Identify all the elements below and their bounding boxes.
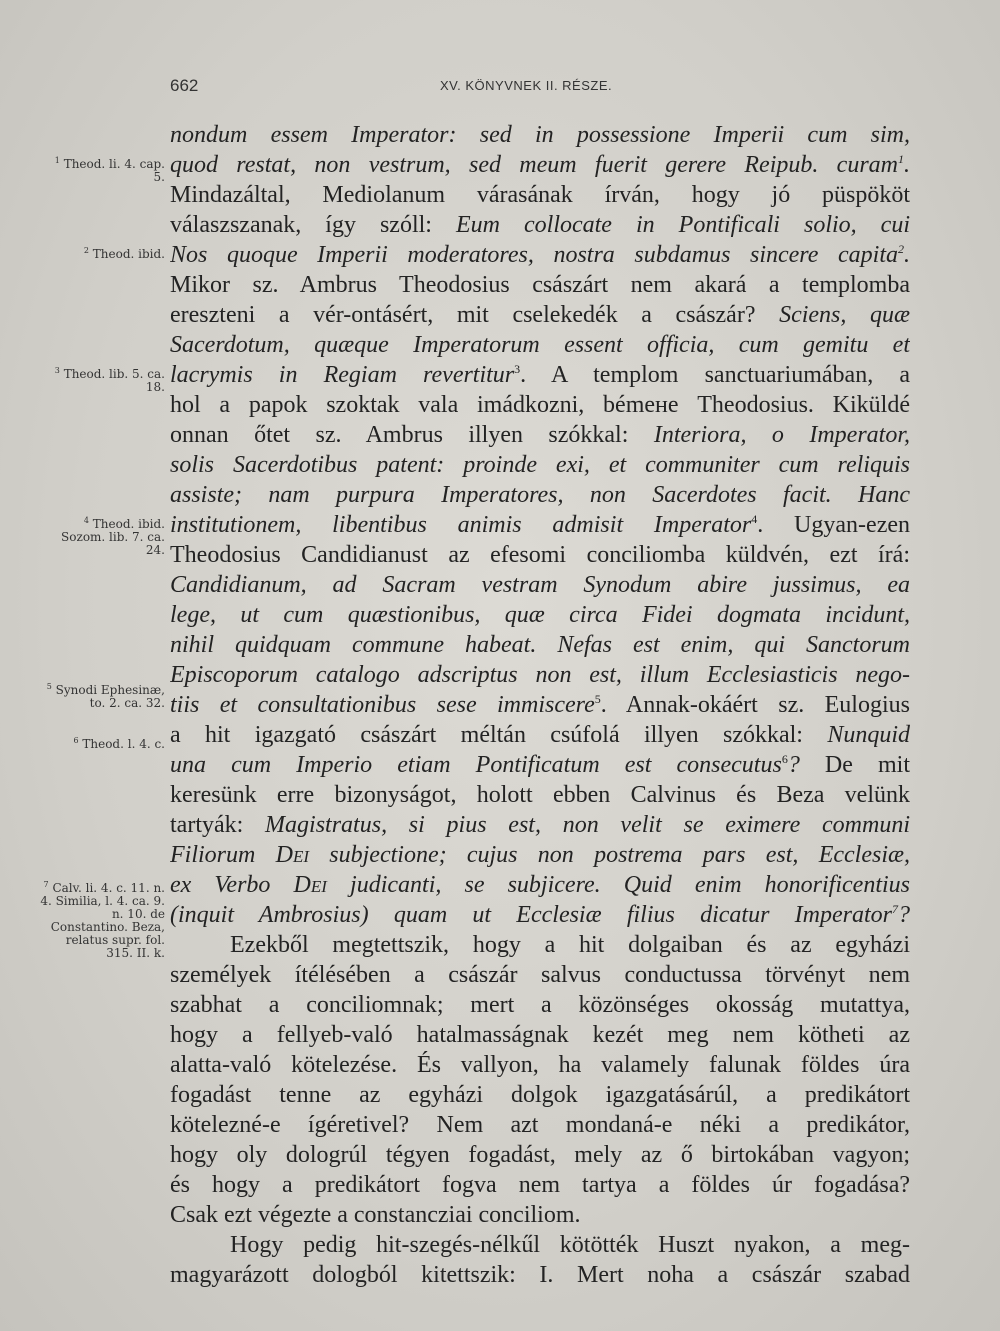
text-line-22: una cum Imperio etiam Pontificatum est consecutus$^6$? De mit <box>170 752 910 778</box>
text-line-19: Episcoporum catalogo adscriptus non est, illum Ecclesiasticis nego- <box>170 662 910 688</box>
text-line-14: institutionem, libentibus animis admisit Imperator$^4$. Ugyan-ezen <box>170 512 910 538</box>
text-line-35: hogy oly dologrúl tégyen fogadást, mely az ő birtokában vagyon; <box>170 1142 910 1168</box>
margin-note-7: $^7$ Calv. li. 4. c. 11. n. 4. Similia, l. 4. ca. 9. n. 10. de Constantino. Beza, relatus supr. fol. 315. II. k. <box>40 880 165 960</box>
margin-note-3: $^3$ Theod. lib. 5. ca. 18. <box>54 366 165 394</box>
margin-note-6: $^6$ Theod. l. 4. c. <box>73 736 165 751</box>
text-line-33: fogadást tenne az egyházi dolgok igazgatásárúl, a predikátort <box>170 1082 910 1108</box>
text-line-29: személyek ítélésében a császár salvus conductussa törvényt nem <box>170 962 910 988</box>
text-line-11: onnan őtet sz. Ambrus illyen szókkal: Interiora, o Imperator, <box>170 422 910 448</box>
text-line-18: nihil quidquam commune habeat. Nefas est enim, qui Sanctorum <box>170 632 910 658</box>
text-line-26: ex Verbo Dei judicanti, se subjicere. Quid enim honorificentius <box>170 872 910 898</box>
text-line-27: (inquit Ambrosius) quam ut Ecclesiæ filius dicatur Imperator$^7$? <box>170 902 910 928</box>
margin-note-4: $^4$ Theod. ibid. Sozom. lib. 7. ca. 24. <box>61 516 165 557</box>
text-line-10: hol a papok szoktak vala imádkozni, bémене Theodosius. Kiküldé <box>170 392 910 418</box>
page-number: 662 <box>170 76 199 95</box>
text-line-5: Nos quoque Imperii moderatores, nostra subdamus sincere capita$^2$. <box>170 242 910 268</box>
text-line-8: Sacerdotum, quæque Imperatorum essent officia, cum gemitu et <box>170 332 910 358</box>
text-line-37: Csak ezt végezte a constancziai conciliom. <box>170 1202 581 1228</box>
text-line-13: assiste; nam purpura Imperatores, non Sacerdotes facit. Hanc <box>170 482 910 508</box>
running-head <box>170 76 930 98</box>
text-line-20: tiis et consultationibus sese immiscere$^5$. Annak-okáért sz. Eulogius <box>170 692 910 718</box>
text-line-36: és hogy a predikátort fogva nem tartya a földes úr fogadása? <box>170 1172 910 1198</box>
text-line-2: quod restat, non vestrum, sed meum fuerit gerere Reipub. curam$^1$. <box>170 152 910 178</box>
text-line-6: Mikor sz. Ambrus Theodosius császárt nem akará a templomba <box>170 272 910 298</box>
text-line-1: nondum essem Imperator: sed in possessione Imperii cum sim, <box>170 122 910 148</box>
text-line-4: válaszszanak, így szóll: Eum collocate in Pontificali solio, cui <box>170 212 910 238</box>
margin-note-2: $^2$ Theod. ibid. <box>83 246 165 261</box>
margin-note-1: $^1$ Theod. li. 4. cap. 5. <box>54 156 165 184</box>
text-line-24: tartyák: Magistratus, si pius est, non velit se eximere communi <box>170 812 910 838</box>
text-line-25: Filiorum Dei subjectione; cujus non postrema pars est, Ecclesiæ, <box>170 842 910 868</box>
text-line-38: Hogy pedig hit-szegés-nélkűl kötötték Huszt nyakon, a meg- <box>230 1232 910 1258</box>
text-line-28: Ezekből megtettszik, hogy a hit dolgaiban és az egyházi <box>230 932 910 958</box>
text-line-7: ereszteni a vér-ontásért, mit cselekedék a császár? Sciens, quæ <box>170 302 910 328</box>
text-line-15: Theodosius Candidianust az efesomi conciliomba küldvén, ezt írá: <box>170 542 910 568</box>
text-line-9: lacrymis in Regiam revertitur$^3$. A templom sanctuariumában, a <box>170 362 910 388</box>
text-line-30: szabhat a conciliomnak; mert a közönséges okosság mutattya, <box>170 992 910 1018</box>
text-line-16: Candidianum, ad Sacram vestram Synodum abire jussimus, ea <box>170 572 910 598</box>
margin-note-5: $^5$ Synodi Ephesinæ, to. 2. ca. 32. <box>46 682 165 710</box>
text-line-34: kötelezné-e ígéretivel? Nem azt mondaná-e néki a predikátor, <box>170 1112 910 1138</box>
text-line-23: keresünk erre bizonyságot, holott ebben Calvinus és Beza velünk <box>170 782 910 808</box>
text-line-17: lege, ut cum quæstionibus, quæ circa Fidei dogmata incidunt, <box>170 602 910 628</box>
text-line-21: a hit igazgató császárt méltán csúfolá illyen szókkal: Nunquid <box>170 722 910 748</box>
text-line-31: hogy a fellyeb-való hatalmasságnak kezét meg nem kötheti az <box>170 1022 910 1048</box>
text-line-12: solis Sacerdotibus patent: proinde exi, et communiter cum reliquis <box>170 452 910 478</box>
text-line-3: Mindazáltal, Mediolanum várasának írván, hogy jó püspököt <box>170 182 910 208</box>
text-line-39: magyarázott dologból kitettszik: I. Mert noha a császár szabad <box>170 1262 910 1288</box>
running-title: XV. KÖNYVNEK II. RÉSZE. <box>440 78 613 93</box>
text-line-32: alatta-való kötelezése. És vallyon, ha valamely falunak földes úra <box>170 1052 910 1078</box>
